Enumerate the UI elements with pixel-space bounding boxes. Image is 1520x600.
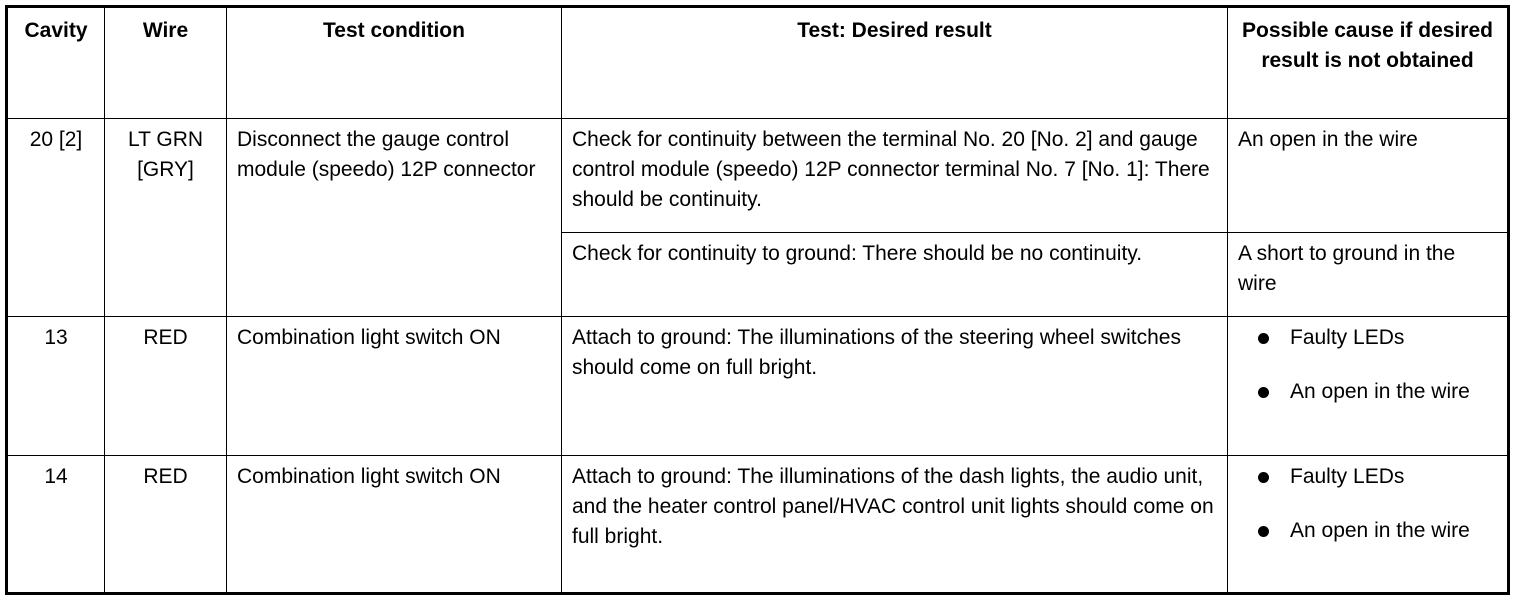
cell-desired-result: Attach to ground: The illuminations of the dash lights, the audio unit, and the heater control panel/HVAC control unit lights should come on full bright.: [562, 456, 1228, 594]
cell-possible-cause: An open in the wire: [1228, 119, 1509, 233]
cause-text: An open in the wire: [1290, 519, 1470, 542]
cell-test-condition: Combination light switch ON: [227, 317, 562, 456]
header-wire: Wire: [105, 7, 227, 119]
cell-desired-result: Attach to ground: The illuminations of the steering wheel switches should come on full bright.: [562, 317, 1228, 456]
header-desired-result: Test: Desired result: [562, 7, 1228, 119]
list-item: [1238, 516, 1497, 546]
cell-desired-result: Check for continuity to ground: There should be no continuity.: [562, 233, 1228, 317]
cause-list: [1238, 323, 1497, 407]
cause-text: Faulty LEDs: [1290, 326, 1405, 349]
table-row: [7, 119, 1509, 233]
header-row: [7, 7, 1509, 119]
cell-wire: RED: [105, 317, 227, 456]
bullet-icon: [1258, 472, 1269, 483]
cell-cavity: 13: [7, 317, 105, 456]
cell-test-condition: Disconnect the gauge control module (speedo) 12P connector: [227, 119, 562, 317]
list-item: [1238, 323, 1497, 353]
header-possible-cause: Possible cause if desired result is not obtained: [1228, 7, 1509, 119]
cause-text: Faulty LEDs: [1290, 465, 1405, 488]
cell-wire: RED: [105, 456, 227, 594]
bullet-icon: [1258, 387, 1269, 398]
header-test-condition: Test condition: [227, 7, 562, 119]
cell-possible-cause: A short to ground in the wire: [1228, 233, 1509, 317]
troubleshooting-table: [5, 5, 1510, 595]
list-item: [1238, 462, 1497, 492]
cause-text: An open in the wire: [1290, 380, 1470, 403]
cell-possible-cause: [1228, 456, 1509, 594]
cell-cavity: 14: [7, 456, 105, 594]
test-table-container: [5, 5, 1510, 595]
header-cavity: Cavity: [7, 7, 105, 119]
cell-wire: LT GRN [GRY]: [105, 119, 227, 317]
cause-list: [1238, 462, 1497, 546]
cell-possible-cause: [1228, 317, 1509, 456]
cell-cavity: 20 [2]: [7, 119, 105, 317]
bullet-icon: [1258, 333, 1269, 344]
cell-desired-result: Check for continuity between the terminal No. 20 [No. 2] and gauge control module (speedo) 12P connector terminal No. 7 [No. 1]: There should be continuity.: [562, 119, 1228, 233]
cell-test-condition: Combination light switch ON: [227, 456, 562, 594]
table-row: [7, 456, 1509, 594]
list-item: [1238, 377, 1497, 407]
bullet-icon: [1258, 526, 1269, 537]
table-row: [7, 317, 1509, 456]
